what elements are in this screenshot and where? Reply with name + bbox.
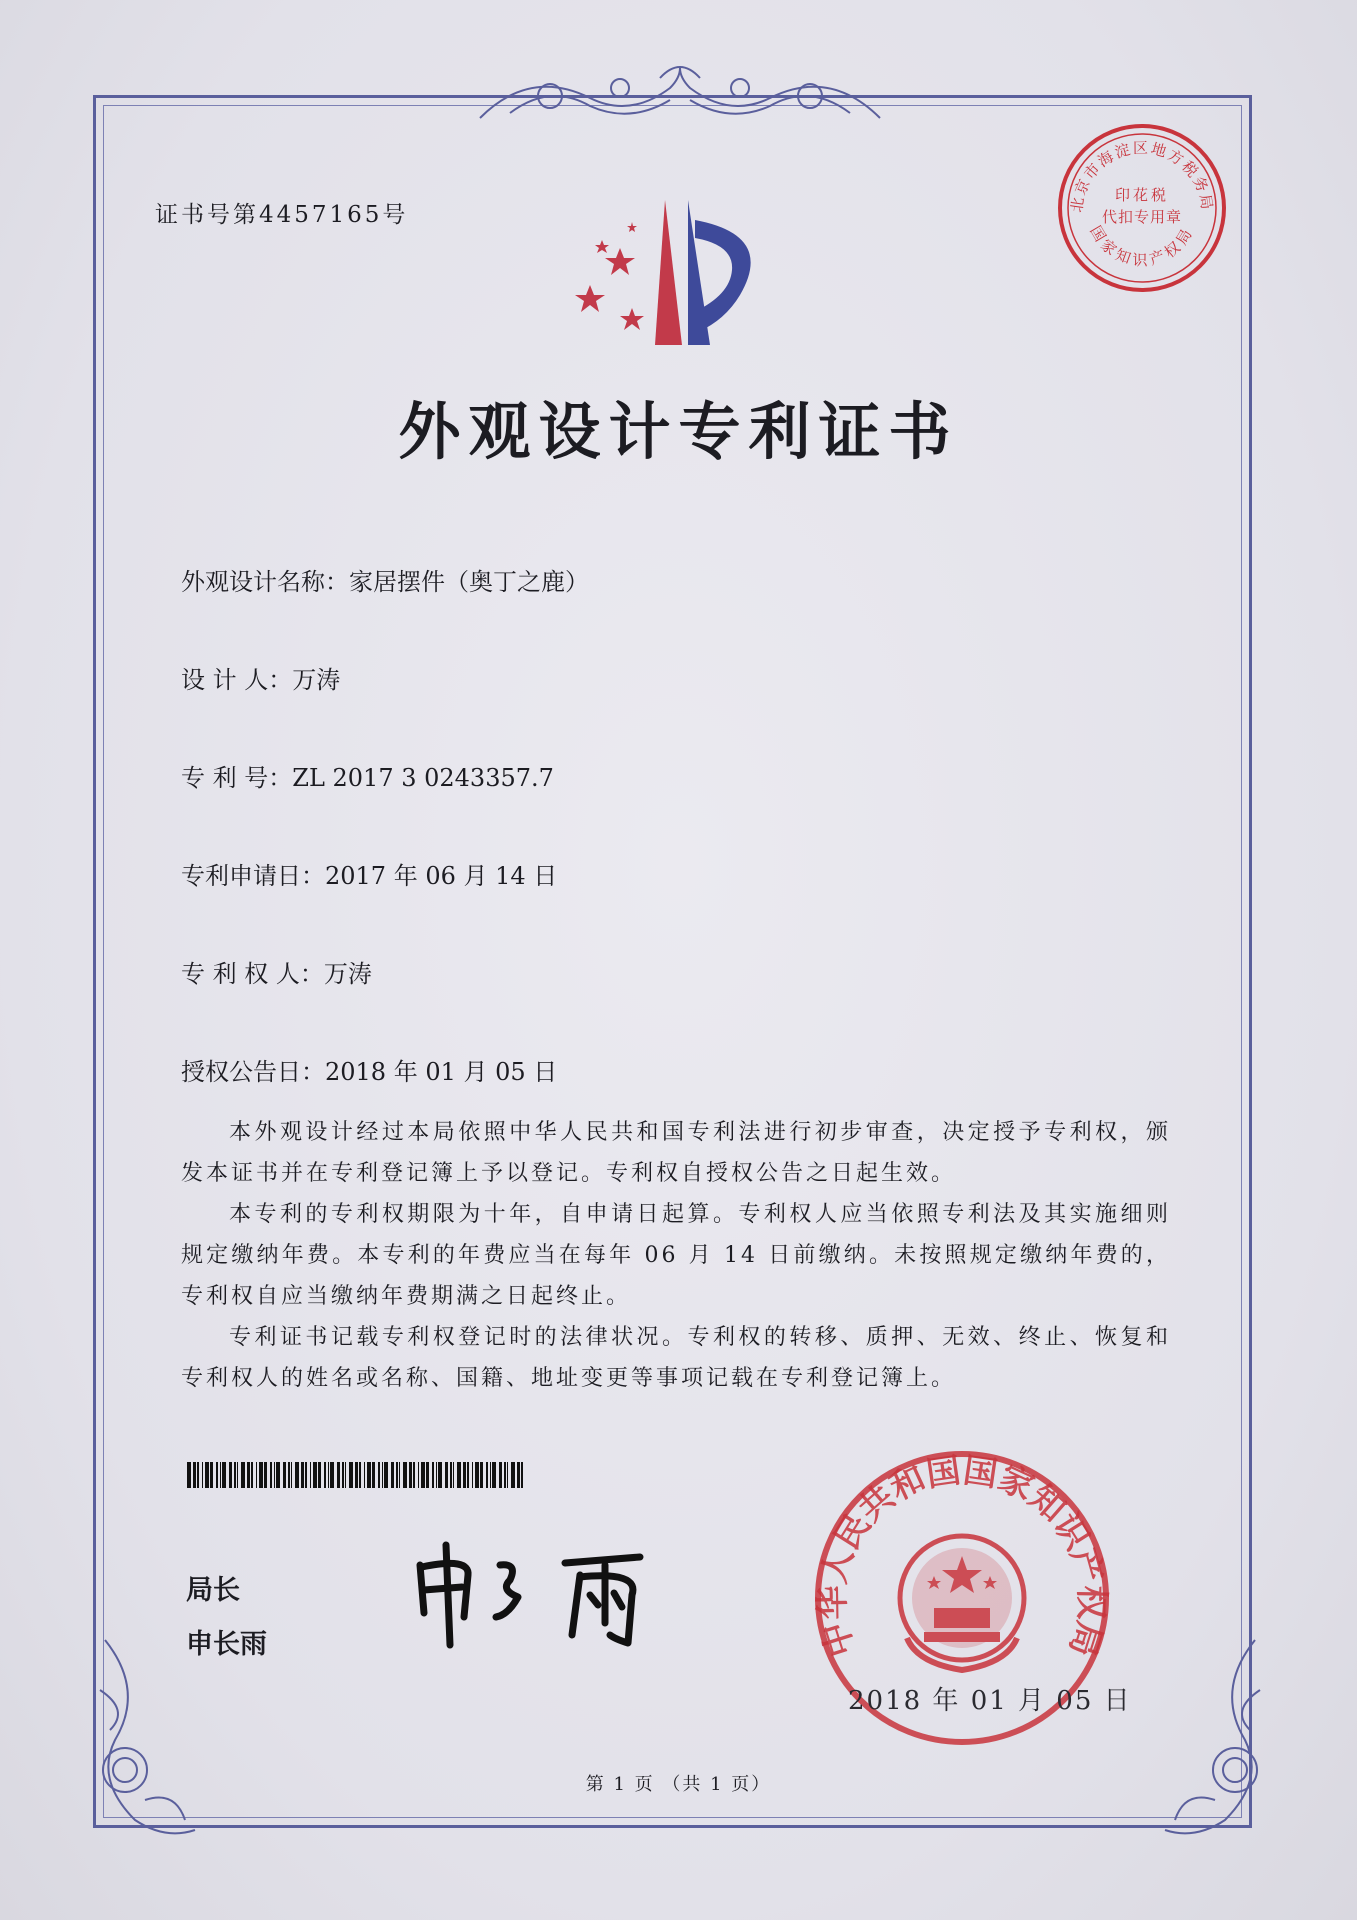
patent-number-label: 专 利 号：	[181, 764, 293, 792]
patentee-row	[181, 954, 372, 989]
svg-text:代扣专用章: 代扣专用章	[1101, 208, 1183, 226]
design-name-value: 家居摆件（奥丁之鹿）	[349, 568, 589, 596]
barcode-bar	[511, 1462, 515, 1488]
tax-seal-bottom-text: 国家知识产权局	[1086, 222, 1198, 270]
barcode-bar	[251, 1462, 253, 1488]
page-indicator: 第 1 页 （共 1 页）	[585, 1774, 772, 1795]
barcode-bar	[355, 1462, 358, 1488]
barcode-bar	[210, 1462, 213, 1488]
barcode-bar	[295, 1462, 299, 1488]
barcode-bar	[475, 1462, 479, 1488]
barcode-bar	[490, 1462, 491, 1488]
barcode-bar	[247, 1462, 250, 1488]
barcode-bar	[507, 1462, 508, 1488]
body-paragraph-3: 专利证书记载专利权登记时的法律状况。专利权的转移、质押、无效、终止、恢复和专利权人的姓名或名称、国籍、地址变更等事项记载在专利登记簿上。	[181, 1325, 1171, 1391]
barcode-bar	[337, 1462, 340, 1488]
barcode-bar	[359, 1462, 361, 1488]
barcode-bar	[216, 1462, 218, 1488]
barcode-bar	[264, 1462, 267, 1488]
director-title: 局长	[186, 1575, 240, 1606]
barcode-bar	[288, 1462, 290, 1488]
barcode-bar	[276, 1462, 280, 1488]
svg-text:印花税: 印花税	[1114, 186, 1170, 204]
bottom-right-ornament	[1155, 1630, 1275, 1850]
barcode-bar	[324, 1462, 326, 1488]
barcode-bar	[364, 1462, 365, 1488]
barcode-bar	[504, 1462, 506, 1488]
official-seal-ring-text: 中华人民共和国国家知识产权局	[812, 1450, 1112, 1662]
patent-number-value: ZL 2017 3 0243357.7	[292, 764, 554, 792]
barcode-bar	[301, 1462, 304, 1488]
barcode-bar	[345, 1462, 346, 1488]
barcode-bar	[492, 1462, 496, 1488]
application-date-value: 2017 年 06 月 14 日	[325, 862, 558, 890]
barcode-bar	[202, 1462, 203, 1488]
barcode-bar	[305, 1462, 307, 1488]
barcode-bar	[270, 1462, 272, 1488]
bottom-left-ornament	[85, 1630, 205, 1850]
design-name-row	[181, 562, 589, 597]
barcode-bar	[187, 1462, 191, 1488]
barcode-bar	[378, 1462, 380, 1488]
barcode-bar	[432, 1462, 434, 1488]
barcode-bar	[399, 1462, 400, 1488]
barcode-bar	[220, 1462, 221, 1488]
certificate-body	[181, 1112, 1171, 1399]
barcode-bar	[205, 1462, 209, 1488]
certificate-number: 证书号第4457165号	[155, 202, 409, 228]
barcode-bar	[499, 1462, 502, 1488]
barcode-bar	[330, 1462, 334, 1488]
barcode-bar	[382, 1462, 383, 1488]
barcode-bar	[403, 1462, 407, 1488]
barcode-bar	[237, 1462, 238, 1488]
patentee-label: 专 利 权 人：	[181, 960, 324, 988]
barcode-bar	[457, 1462, 461, 1488]
application-date-row	[181, 856, 557, 891]
barcode-bar	[467, 1462, 469, 1488]
barcode-bar	[450, 1462, 452, 1488]
patentee-value: 万涛	[323, 960, 372, 988]
body-paragraph-2: 本专利的专利权期限为十年，自申请日起算。专利权人应当依照专利法及其实施细则规定缴纳年费。本专利的年费应当在每年 06 月 14 日前缴纳。未按照规定缴纳年费的，专利权自应当缴纳年费期满之日起终止。	[181, 1202, 1171, 1309]
barcode-bar	[409, 1462, 412, 1488]
barcode-bar	[426, 1462, 429, 1488]
barcode-bar	[521, 1462, 523, 1488]
barcode-bar	[384, 1462, 388, 1488]
barcode-bar	[367, 1462, 371, 1488]
barcode-bar	[480, 1462, 483, 1488]
patent-office-logo	[570, 190, 780, 350]
barcode-bar	[445, 1462, 448, 1488]
barcode-bar	[349, 1462, 353, 1488]
top-ornament	[470, 58, 890, 128]
barcode-bar	[229, 1462, 232, 1488]
barcode-bar	[291, 1462, 292, 1488]
barcode-bar	[259, 1462, 263, 1488]
announcement-date-row	[181, 1052, 557, 1087]
design-name-label: 外观设计名称：	[181, 568, 349, 596]
designer-value: 万涛	[292, 666, 341, 694]
barcode-bar	[517, 1462, 520, 1488]
barcode-bar	[463, 1462, 466, 1488]
barcode-bar	[421, 1462, 425, 1488]
application-date-label: 专利申请日：	[181, 862, 325, 890]
barcode-bar	[391, 1462, 394, 1488]
certificate-title: 外观设计专利证书	[398, 395, 959, 468]
director-name: 申长雨	[186, 1629, 267, 1660]
barcode-bar	[283, 1462, 286, 1488]
body-paragraph-1: 本外观设计经过本局依照中华人民共和国专利法进行初步审查，决定授予专利权，颁发本证书并在专利登记簿上予以登记。专利权自授权公告之日起生效。	[181, 1120, 1171, 1186]
signature	[400, 1535, 700, 1655]
designer-row	[181, 660, 340, 695]
barcode-bar	[328, 1462, 329, 1488]
barcode-bar	[396, 1462, 398, 1488]
barcode-bar	[222, 1462, 226, 1488]
patent-number-row	[181, 758, 554, 793]
barcode-bar	[486, 1462, 488, 1488]
barcode-bar	[436, 1462, 437, 1488]
issue-date: 2018 年 01 月 05 日	[848, 1686, 1132, 1716]
barcode-bar	[318, 1462, 321, 1488]
barcode-bar	[197, 1462, 199, 1488]
barcode-bar	[438, 1462, 442, 1488]
barcode-bar	[418, 1462, 419, 1488]
svg-text:国家知识产权局	[1086, 223, 1197, 269]
tax-seal-ring-text: 北京市海淀区地方税务局	[1067, 138, 1217, 214]
barcode-bar	[256, 1462, 257, 1488]
announcement-date-label: 授权公告日：	[181, 1058, 325, 1086]
barcode	[187, 1462, 527, 1488]
barcode-bar	[313, 1462, 317, 1488]
barcode-bar	[310, 1462, 311, 1488]
barcode-bar	[234, 1462, 236, 1488]
tax-seal	[1052, 118, 1232, 298]
barcode-bar	[241, 1462, 245, 1488]
barcode-bar	[453, 1462, 454, 1488]
barcode-bar	[472, 1462, 473, 1488]
barcode-bar	[413, 1462, 415, 1488]
barcode-bar	[193, 1462, 196, 1488]
barcode-bar	[372, 1462, 375, 1488]
announcement-date-value: 2018 年 01 月 05 日	[325, 1058, 558, 1086]
barcode-bar	[342, 1462, 344, 1488]
designer-label: 设 计 人：	[181, 666, 293, 694]
barcode-bar	[274, 1462, 275, 1488]
